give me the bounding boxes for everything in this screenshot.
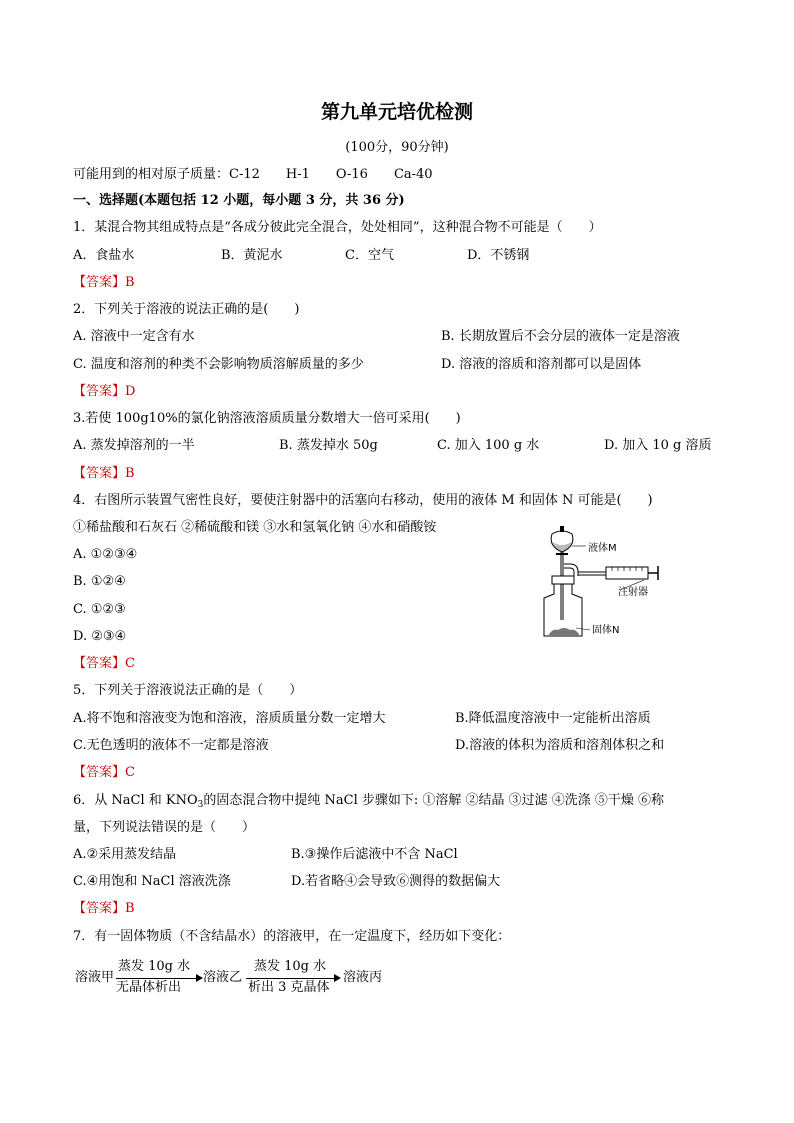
q3-option-c: C. 加入 100 g 水 <box>437 438 540 453</box>
flow-arrow-1 <box>116 978 198 979</box>
rubber-stopper <box>552 576 574 584</box>
label-solid-n: 固体N <box>592 625 620 636</box>
q6-option-b: B.③操作后滤液中不含 NaCl <box>291 847 458 862</box>
q2-option-c: C. 温度和溶剂的种类不会影响物质溶解质量的多少 <box>73 357 364 372</box>
q5-option-b: B.降低温度溶液中一定能析出溶质 <box>455 711 651 726</box>
q1-option-a: A．食盐水 <box>73 248 135 263</box>
answer-label: 【答案】 <box>73 901 126 916</box>
question-5-stem: 5．下列关于溶液说法正确的是（ ） <box>73 683 303 698</box>
q4-option-d: D. ②③④ <box>73 629 127 644</box>
flow-step2-condition: 蒸发 10g 水 <box>254 959 327 974</box>
answer-label: 【答案】 <box>73 656 126 671</box>
q4-option-c: C. ①②③ <box>73 602 126 617</box>
q5-option-c: C.无色透明的液体不一定都是溶液 <box>73 738 269 753</box>
q6-subscript: 3 <box>197 800 204 810</box>
question-7-stem: 7．有一固体物质（不含结晶水）的溶液甲，在一定温度下，经历如下变化： <box>73 929 511 944</box>
funnel-liquid <box>553 542 572 551</box>
answer-value: B <box>125 901 135 916</box>
page-title: 第九单元培优检测 <box>320 101 473 123</box>
question-1-stem: 1．某混合物其组成特点是“各成分彼此完全混合，处处相同”，这种混合物不可能是（ ） <box>73 220 602 235</box>
q5-option-a: A.将不饱和溶液变为饱和溶液，溶质质量分数一定增大 <box>73 711 386 726</box>
q4-option-a: A. ①②③④ <box>73 547 138 562</box>
answer-value: C <box>125 656 135 671</box>
answer-label: 【答案】 <box>73 275 126 290</box>
q2-option-d: D. 溶液的溶质和溶剂都可以是固体 <box>441 357 642 372</box>
q6-option-c: C.④用饱和 NaCl 溶液洗涤 <box>73 874 231 889</box>
flow-mid: 溶液乙 <box>203 970 243 985</box>
question-2-stem: 2．下列关于溶液的说法正确的是( ) <box>73 302 300 317</box>
q6-option-d: D.若省略④会导致⑥测得的数据偏大 <box>291 874 501 889</box>
label-liquid-m: 液体M <box>588 543 617 554</box>
q6-option-a: A.②采用蒸发结晶 <box>73 847 177 862</box>
flow-end: 溶液丙 <box>343 970 383 985</box>
answer-value: D <box>125 384 136 399</box>
question-4-stem: 4．右图所示装置气密性良好，要使注射器中的活塞向右移动，使用的液体 M 和固体 N 可能是( ) <box>73 493 653 508</box>
q2-option-b: B. 长期放置后不会分层的液体一定是溶液 <box>441 329 680 344</box>
flow-start: 溶液甲 <box>75 970 115 985</box>
flow-arrowhead-2 <box>334 974 341 982</box>
q1-option-b: B．黄泥水 <box>221 248 283 263</box>
flow-arrowhead-1 <box>196 974 203 982</box>
q1-option-d: D．不锈钢 <box>467 248 530 263</box>
q4-answer <box>73 655 135 673</box>
answer-label: 【答案】 <box>73 384 126 399</box>
flow-step1-result: 无晶体析出 <box>116 980 182 995</box>
q3-option-b: B. 蒸发掉水 50g <box>279 438 378 453</box>
answer-label: 【答案】 <box>73 466 126 481</box>
answer-value: B <box>125 466 135 481</box>
q3-answer <box>73 465 135 483</box>
q5-option-d: D.溶液的体积为溶质和溶剂体积之和 <box>455 738 665 753</box>
q5-answer <box>73 764 135 782</box>
question-6-stem-cont: 量，下列说法错误的是（ ） <box>73 820 256 835</box>
flow-step1-condition: 蒸发 10g 水 <box>118 959 191 974</box>
section-heading: 一、选择题(本题包括 12 小题，每小题 3 分，共 36 分) <box>73 193 405 208</box>
q6-stem-part: 6．从 NaCl 和 KNO <box>73 793 198 808</box>
flow-arrow-2 <box>246 978 336 979</box>
q3-option-d: D. 加入 10 g 溶质 <box>604 438 712 453</box>
answer-value: C <box>125 765 135 780</box>
q2-answer <box>73 383 135 401</box>
q6-answer <box>73 900 135 918</box>
question-3-stem: 3.若使 100g10%的氯化钠溶液溶质质量分数增大一倍可采用( ) <box>73 411 461 426</box>
q4-choices: ①稀盐酸和石灰石 ②稀硫酸和镁 ③水和氢氧化钠 ④水和硝酸铵 <box>73 520 437 535</box>
q2-option-a: A. 溶液中一定含有水 <box>73 329 195 344</box>
question-6-stem <box>73 792 664 814</box>
q3-option-a: A. 蒸发掉溶剂的一半 <box>73 438 195 453</box>
solid-n <box>548 628 580 636</box>
label-syringe: 注射器 <box>618 587 648 598</box>
q6-stem-part: 的固态混合物中提纯 NaCl 步骤如下: ①溶解 ②结晶 ③过滤 ④洗涤 ⑤干燥 ⑥称 <box>203 793 665 808</box>
q1-answer <box>73 274 135 292</box>
answer-label: 【答案】 <box>73 765 126 780</box>
q4-option-b: B. ①②④ <box>73 574 126 589</box>
exam-score-time: (100分，90分钟) <box>345 140 449 155</box>
q1-option-c: C．空气 <box>345 248 394 263</box>
answer-value: B <box>125 275 135 290</box>
atomic-masses: 可能用到的相对原子质量：C-12 H-1 O-16 Ca-40 <box>73 167 433 182</box>
flow-step2-result: 析出 3 克晶体 <box>248 980 330 995</box>
